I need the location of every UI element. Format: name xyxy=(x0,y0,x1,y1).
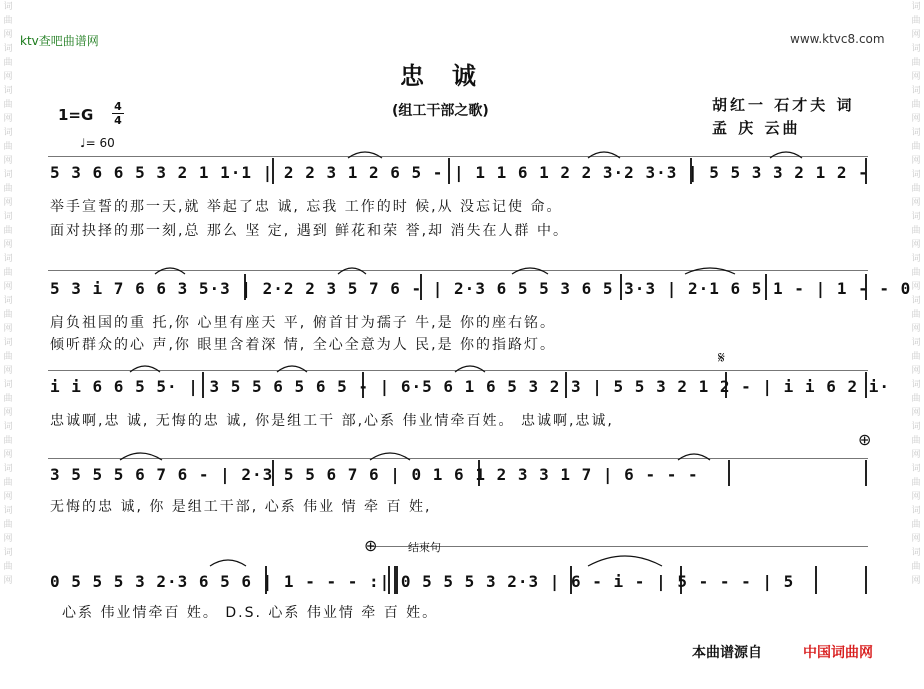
slur xyxy=(678,454,710,460)
song-subtitle: (组工干部之歌) xyxy=(392,103,489,119)
slur xyxy=(588,556,662,566)
slur xyxy=(512,268,548,274)
notation-row-1: 5 3 6 6 5 3 2 1 1·1 | 2 2 3 1 2 6 5 - | 1 1 6 1 2 2 3·2 3·3 | 5 5 3 3 2 1 2 - xyxy=(50,163,869,182)
segno-icon: 𝄋 xyxy=(718,348,725,367)
slur xyxy=(277,366,307,372)
notation-row-5: 0 5 5 5 3 2·3 6 5 6 | 1 - - - :| 0 5 5 5 3 2·3 | 6 - i - | 5 - - - | 5 xyxy=(50,572,795,591)
lyricist-credit: 胡红一 石才夫 词 xyxy=(712,96,855,114)
lyric-row-1-verse-2: 面对抉择的那一刻,总 那么 坚 定, 遇到 鲜花和荣 誉,却 消失在人群 中。 xyxy=(50,223,569,239)
notation-row-4: 3 5 5 5 6 7 6 - | 2·3 5 5 6 7 6 | 0 1 6 1 2 3 3 1 7 | 6 - - - xyxy=(50,465,699,484)
slur xyxy=(155,268,185,274)
lyric-row-5: 心系 伟业情牵百 姓。 D.S. 心系 伟业情 牵 百 姓。 xyxy=(62,605,439,621)
lyric-row-1-verse-1: 举手宣誓的那一天,就 举起了忠 诚, 忘我 工作的时 候,从 没忘记使 命。 xyxy=(50,199,563,215)
footer-source-label: 本曲谱源自 xyxy=(692,645,762,661)
notation-row-2: 5 3 i 7 6 6 3 5·3 | 2·2 2 3 5 7 6 - | 2·3 6 5 5 3 6 5 3·3 | 2·1 6 5 1 - | 1 - - 0 xyxy=(50,279,912,298)
slur xyxy=(685,268,735,274)
right-margin-watermark: 词曲网词曲网词曲网词曲网词曲网词曲网词曲网词曲网词曲网词曲网词曲网词曲网词曲网词曲网 xyxy=(911,2,921,586)
slur xyxy=(210,560,246,566)
coda-icon: ⊕ xyxy=(364,536,378,555)
tempo-value: = 60 xyxy=(85,136,115,150)
lyric-row-3: 忠诚啊,忠 诚, 无悔的忠 诚, 你是组工干 部,心系 伟业情牵百姓。 忠诚啊,忠诚, xyxy=(50,413,614,429)
quarter-note-icon: ♩ xyxy=(80,136,86,150)
slur xyxy=(130,366,160,372)
lyric-row-2-verse-1: 肩负祖国的重 托,你 心里有座天 平, 俯首甘为孺子 牛,是 你的座右铭。 xyxy=(50,315,557,331)
left-site-link[interactable]: ktv查吧曲谱网 xyxy=(20,34,99,48)
time-denominator: 4 xyxy=(114,114,122,127)
slur xyxy=(338,268,366,274)
right-site-link[interactable]: www.ktvc8.com xyxy=(790,32,885,46)
ending-label: 结束句 xyxy=(408,541,441,554)
slur xyxy=(348,152,382,158)
left-margin-watermark: 词曲网词曲网词曲网词曲网词曲网词曲网词曲网词曲网词曲网词曲网词曲网词曲网词曲网词曲网 xyxy=(3,2,13,586)
slur xyxy=(370,453,410,460)
lyric-row-2-verse-2: 倾听群众的心 声,你 眼里含着深 情, 全心全意为人 民,是 你的指路灯。 xyxy=(50,337,557,353)
coda-icon: ⊕ xyxy=(858,430,872,449)
slur xyxy=(770,152,802,158)
key-signature: 1=G xyxy=(58,106,94,124)
slur xyxy=(455,366,485,372)
notation-row-3: i i 6 6 5 5· | 3 5 5 6 5 6 5 - | 6·5 6 1 6 5 3 2 3 | 5 5 3 2 1 2 - | i i 6 2 i· xyxy=(50,377,890,396)
composer-credit: 孟 庆 云曲 xyxy=(712,119,801,137)
time-numerator: 4 xyxy=(114,100,122,113)
song-title: 忠诚 xyxy=(400,62,504,90)
lyric-row-4: 无悔的忠 诚, 你 是组工干部, 心系 伟业 情 牵 百 姓, xyxy=(50,499,432,515)
slur xyxy=(120,453,162,460)
footer-source-link[interactable]: 中国词曲网 xyxy=(803,645,873,661)
slur xyxy=(588,152,620,158)
